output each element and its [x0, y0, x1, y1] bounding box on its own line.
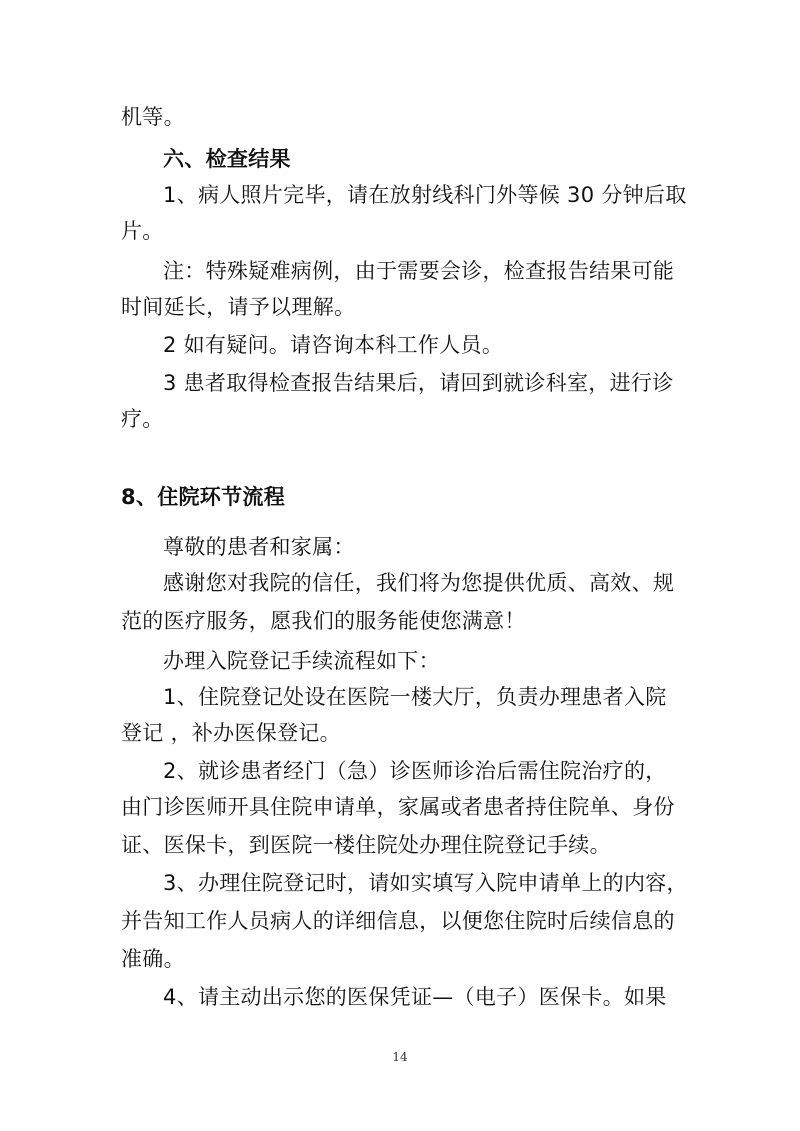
text-line: 3 患者取得检查报告结果后，请回到就诊科室，进行诊 — [163, 371, 674, 395]
text-line: 范的医疗服务，愿我们的服务能使您满意！ — [121, 609, 526, 633]
text-line: 1、病人照片完毕，请在放射线科门外等候 30 分钟后取 — [163, 183, 687, 207]
text-line: 片。 — [121, 219, 164, 243]
text-line: 由门诊医师开具住院申请单，家属或者患者持住院单、身份 — [121, 795, 675, 819]
text-line: 登记 ，补办医保登记。 — [121, 721, 341, 745]
section-heading: 8、住院环节流程 — [121, 485, 286, 509]
section-heading: 六、检查结果 — [163, 147, 291, 171]
text-line: 时间延长，请予以理解。 — [121, 295, 356, 319]
text-line: 办理入院登记手续流程如下： — [163, 649, 440, 673]
text-line: 3、办理住院登记时，请如实填写入院申请单上的内容， — [163, 871, 688, 895]
text-line: 并告知工作人员病人的详细信息，以便您住院时后续信息的 — [121, 909, 675, 933]
text-line: 准确。 — [121, 947, 185, 971]
text-line: 感谢您对我院的信任，我们将为您提供优质、高效、规 — [163, 571, 675, 595]
text-line: 注：特殊疑难病例，由于需要会诊，检查报告结果可能 — [163, 259, 675, 283]
text-line: 尊敬的患者和家属： — [163, 535, 355, 559]
text-line: 机等。 — [121, 105, 185, 129]
text-line: 1、住院登记处设在医院一楼大厅，负责办理患者入院 — [163, 685, 667, 709]
text-line: 证、医保卡，到医院一楼住院处办理住院登记手续。 — [121, 833, 611, 857]
text-line: 疗。 — [121, 407, 164, 431]
text-line: 2 如有疑问。请咨询本科工作人员。 — [163, 333, 504, 357]
page-number: 14 — [392, 1050, 408, 1064]
text-line: 2、就诊患者经门（急）诊医师诊治后需住院治疗的， — [163, 759, 667, 783]
text-line: 4、请主动出示您的医保凭证—（电子）医保卡。如果 — [163, 985, 667, 1009]
